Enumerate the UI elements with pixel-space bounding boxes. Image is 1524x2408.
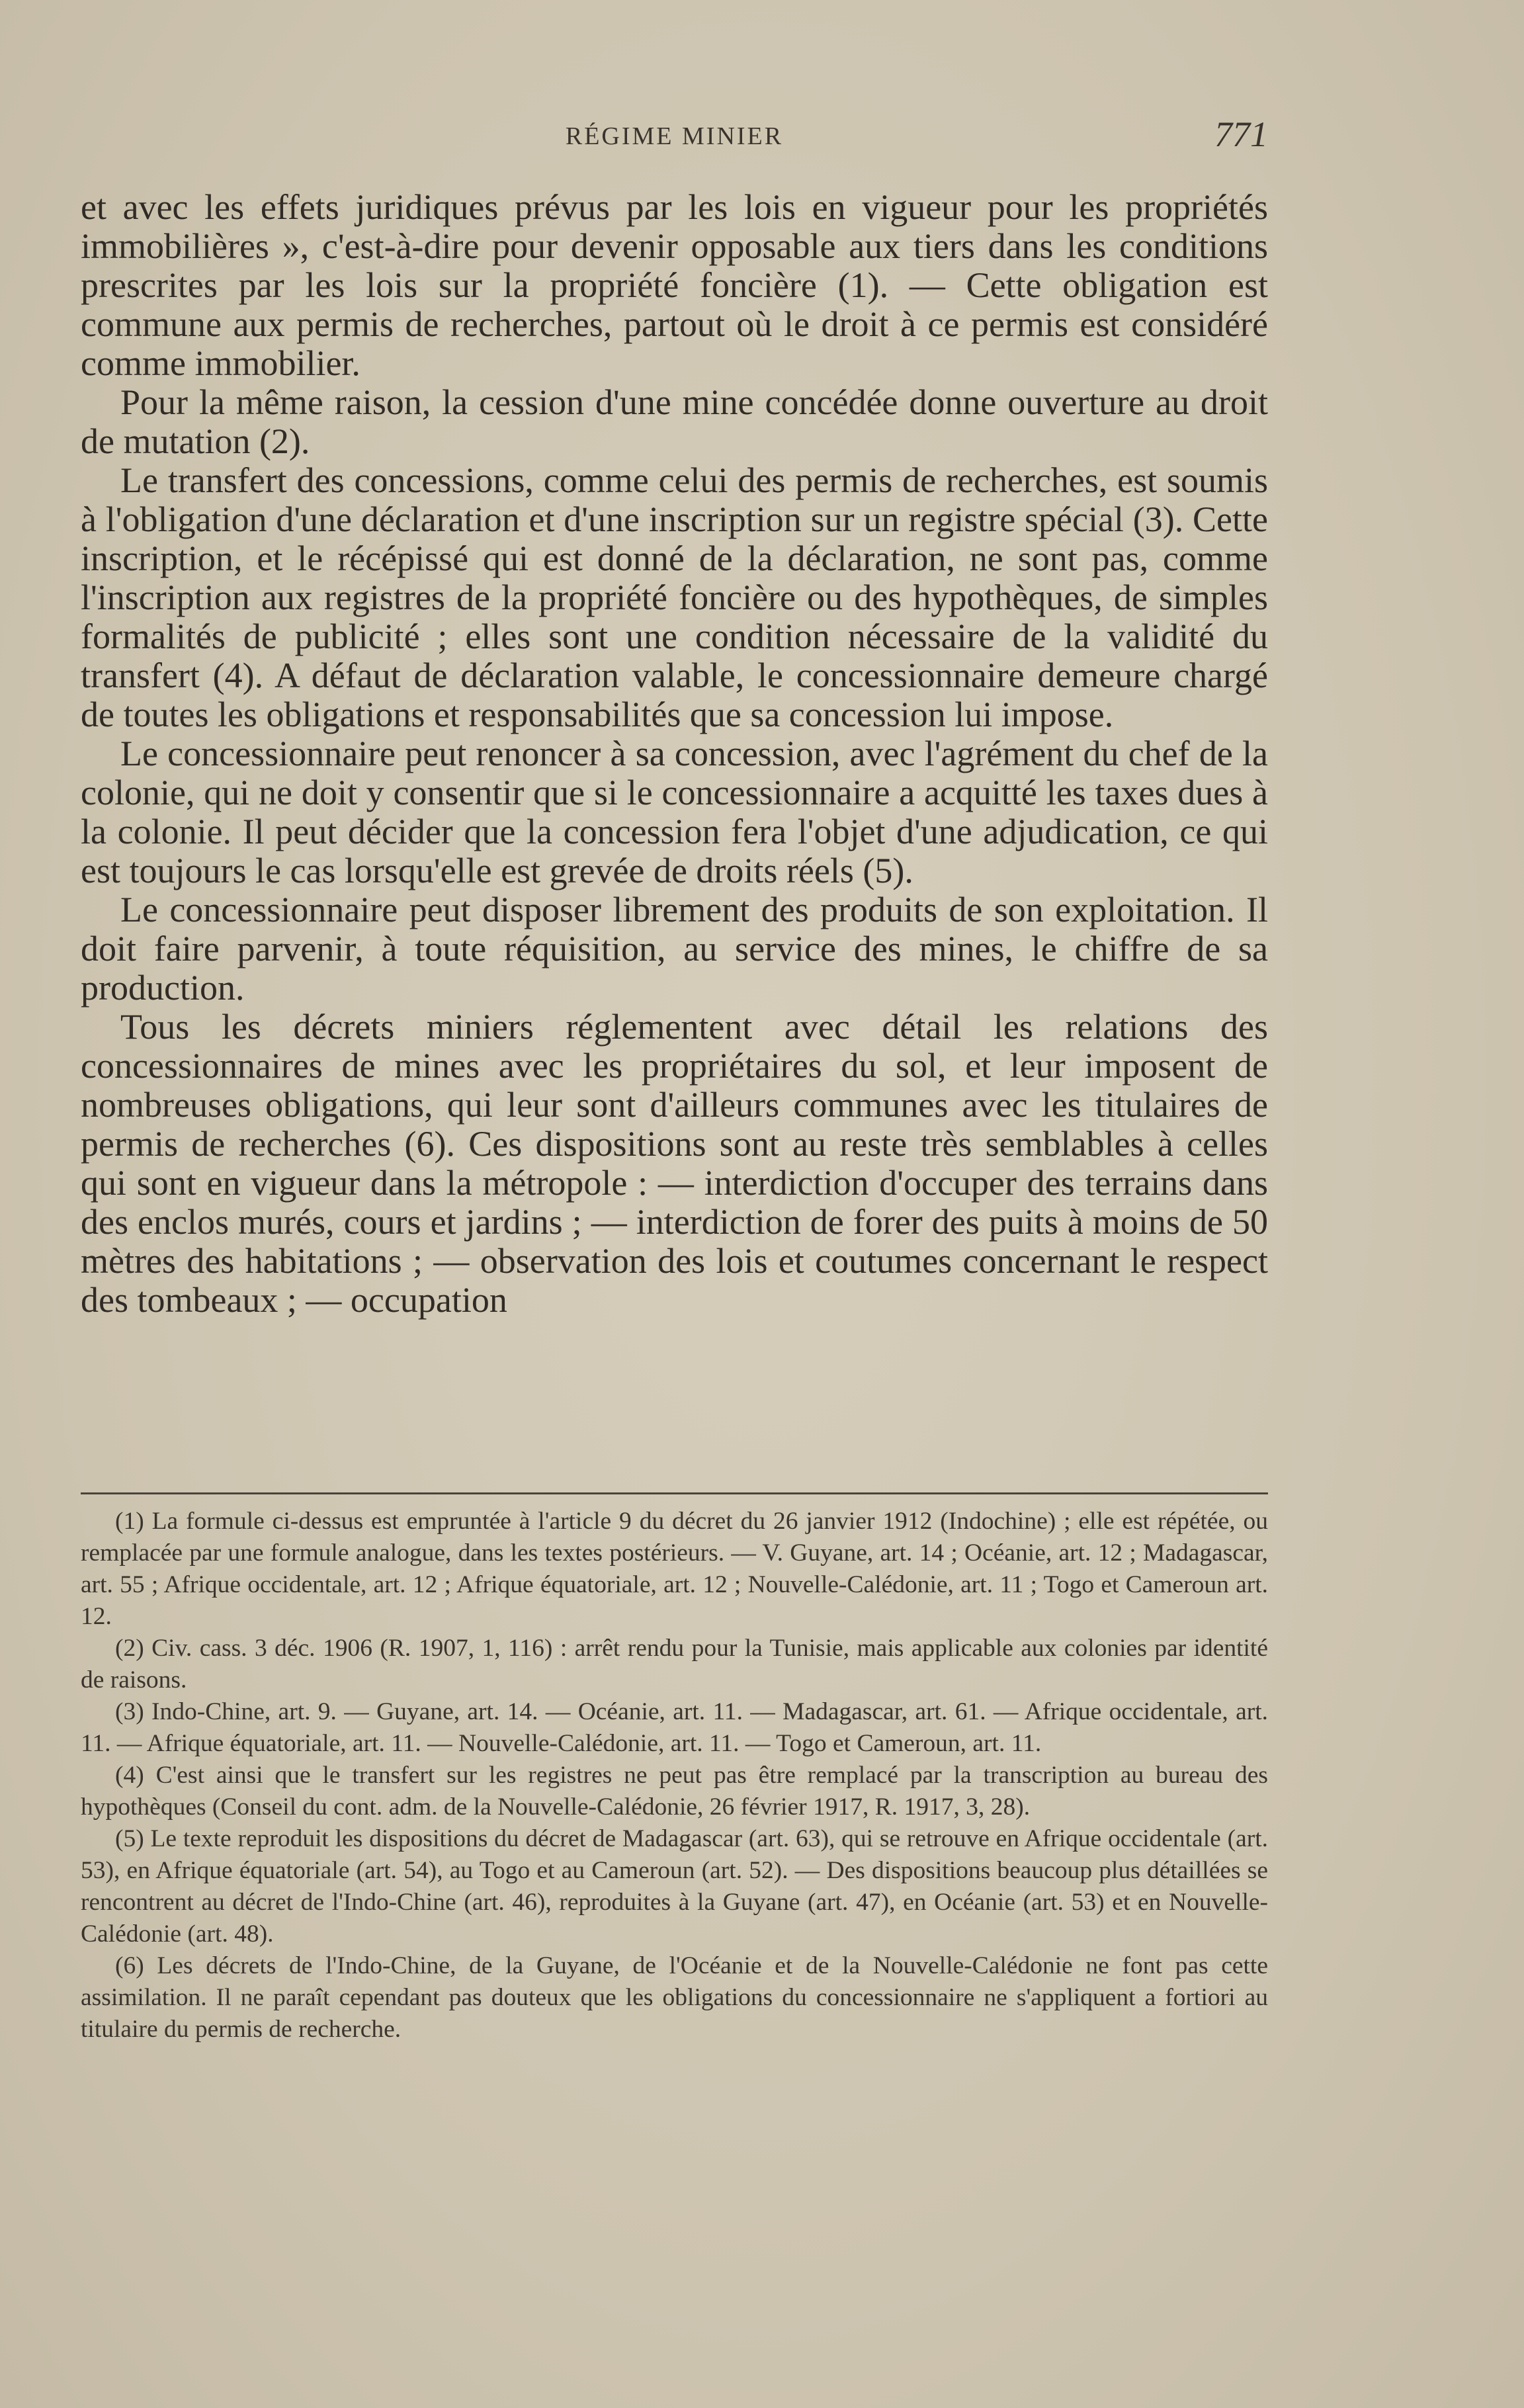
page-number: 771 [1214, 114, 1268, 154]
footnote-divider [81, 1492, 1268, 1494]
paragraph: Tous les décrets miniers réglementent avec détail les relations des concessionnaires de mines avec les propriétaires du sol, et leur imposent de nombreuses obligations, qui leur sont d'ailleurs communes avec les titulaires de permis de recherches (6). Ces dispositions sont au reste très semblables à celles qui sont en vigueur dans la métropole : — interdiction d'occuper des terrains dans des enclos murés, cours et jardins ; — interdiction de forer des puits à moins de 50 mètres des habitations ; — observation des lois et coutumes concernant le respect des tombeaux ; — occupation [81, 1007, 1268, 1320]
footnote-2: (2) Civ. cass. 3 déc. 1906 (R. 1907, 1, 116) : arrêt rendu pour la Tunisie, mais applicable aux colonies par identité de raisons. [81, 1635, 1268, 1694]
footnote-1: (1) La formule ci-dessus est empruntée à l'article 9 du décret du 26 janvier 1912 (Indochine) ; elle est répétée, ou remplacée par une formule analogue, dans les textes postérieurs. — V. Guyane, art. 14 ; Océanie, art. 12 ; Madagascar, art. 55 ; Afrique occidentale, art. 12 ; Afrique équatoriale, art. 12 ; Nouvelle-Calédonie, art. 11 ; Togo et Cameroun art. 12. [81, 1508, 1268, 1630]
footnotes [81, 1506, 1268, 2045]
footnote-5: (5) Le texte reproduit les dispositions du décret de Madagascar (art. 63), qui se retrouve en Afrique occidentale (art. 53), en Afrique équatoriale (art. 54), au Togo et au Cameroun (art. 52). — Des dispositions beaucoup plus détaillées se rencontrent au décret de l'Indo-Chine (art. 46), reproduites à la Guyane (art. 47), en Océanie (art. 53) et en Nouvelle-Calédonie (art. 48). [81, 1825, 1268, 1948]
footnote-4: (4) C'est ainsi que le transfert sur les registres ne peut pas être remplacé par la transcription au bureau des hypothèques (Conseil du cont. adm. de la Nouvelle-Calédonie, 26 février 1917, R. 1917, 3, 28). [81, 1762, 1268, 1821]
page-header [81, 114, 1268, 160]
paragraph: Le concessionnaire peut renoncer à sa concession, avec l'agrément du chef de la colonie, qui ne doit y consentir que si le concessionnaire a acquitté les taxes dues à la colonie. Il peut décider que la concession fera l'objet d'une adjudication, ce qui est toujours le cas lorsqu'elle est grevée de droits réels (5). [81, 734, 1268, 890]
footnote-3: (3) Indo-Chine, art. 9. — Guyane, art. 14. — Océanie, art. 11. — Madagascar, art. 61. — Afrique occidentale, art. 11. — Afrique équatoriale, art. 11. — Nouvelle-Calédonie, art. 11. — Togo et Cameroun, art. 11. [81, 1698, 1268, 1757]
paragraph: et avec les effets juridiques prévus par les lois en vigueur pour les propriétés immobilières », c'est-à-dire pour devenir opposable aux tiers dans les conditions prescrites par les lois sur la propriété foncière (1). — Cette obligation est commune aux permis de recherches, partout où le droit à ce permis est considéré comme immobilier. [81, 187, 1268, 383]
footnote-6: (6) Les décrets de l'Indo-Chine, de la Guyane, de l'Océanie et de la Nouvelle-Calédonie ne font pas cette assimilation. Il ne paraît cependant pas douteux que les obligations du concessionnaire ne s'appliquent a fortiori au titulaire du permis de recherche. [81, 1952, 1268, 2043]
main-text [81, 188, 1268, 1320]
paragraph: Pour la même raison, la cession d'une mine concédée donne ouverture au droit de mutation (2). [81, 382, 1268, 461]
running-title: RÉGIME MINIER [565, 122, 784, 150]
paragraph: Le transfert des concessions, comme celui des permis de recherches, est soumis à l'obligation d'une déclaration et d'une inscription sur un registre spécial (3). Cette inscription, et le récépissé qui est donné de la déclaration, ne sont pas, comme l'inscription aux registres de la propriété foncière ou des hypothèques, de simples formalités de publicité ; elles sont une condition nécessaire de la validité du transfert (4). A défaut de déclaration valable, le concessionnaire demeure chargé de toutes les obligations et responsabilités que sa concession lui impose. [81, 460, 1268, 734]
paragraph: Le concessionnaire peut disposer librement des produits de son exploitation. Il doit faire parvenir, à toute réquisition, au service des mines, le chiffre de sa production. [81, 890, 1268, 1008]
